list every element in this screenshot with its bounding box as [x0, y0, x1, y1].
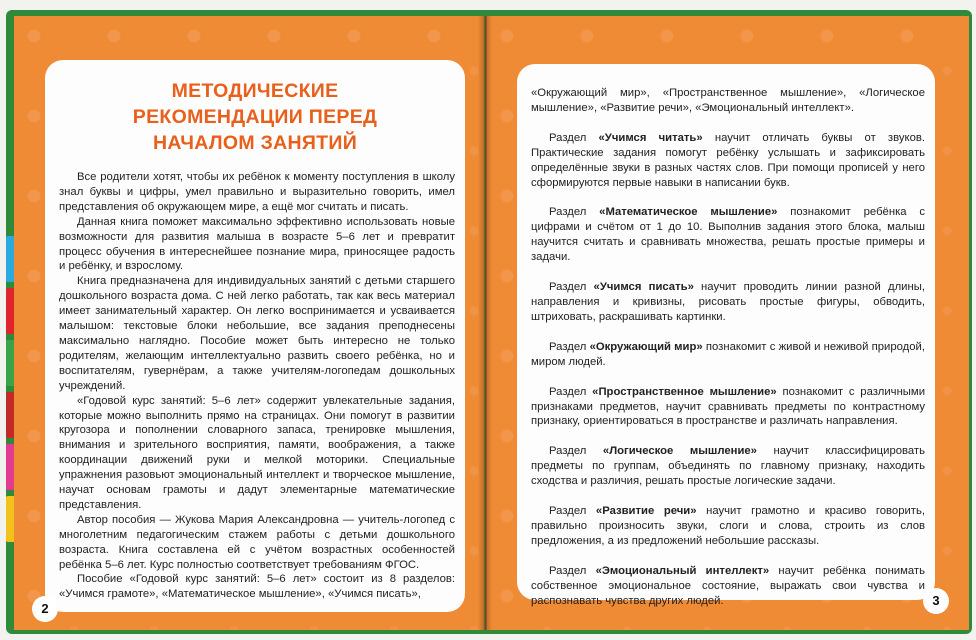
section-description: познакомит с живой и неживой природой, миром людей.: [531, 340, 925, 368]
section-name: «Пространственное мышление»: [592, 385, 777, 398]
page-number-left: 2: [32, 596, 58, 622]
paragraph: Все родители хотят, чтобы их ребёнок к моменту поступления в школу знал буквы и цифры, умел правильно и выразительно говорить, имел представления об окружающем мире, а ещё мог считать и писать.: [59, 171, 455, 213]
section-paragraph: [531, 444, 925, 489]
section-prefix: Раздел: [549, 340, 590, 353]
section-name: «Учимся читать»: [598, 131, 703, 144]
paragraph: Данная книга поможет максимально эффективно использовать новые возможности для развития малыша в возрасте 5–6 лет и превратит процесс обучения в интереснейшее познание мира, приносящее радость и ребёнку, и взрослому.: [59, 215, 455, 273]
section-paragraph: [531, 504, 925, 549]
paragraph: Пособие «Годовой курс занятий: 5–6 лет» состоит из 8 разделов: «Учимся грамоте», «Математическое мышление», «Учимся писать»,: [59, 573, 455, 601]
right-text-card: [517, 64, 935, 607]
section-description: научит ребёнка понимать собственное эмоциональное состояние, выражать свои чувства и распознавать чувства других людей.: [531, 564, 925, 607]
section-description: познакомит ребёнка с цифрами и счётом от 1 до 10. Выполнив задания этого блока, малыш научится считать и сравнивать множества, решать простые примеры и задачи.: [531, 206, 926, 264]
page-number-right: 3: [923, 588, 949, 614]
section-prefix: Раздел: [549, 385, 593, 398]
title-line: МЕТОДИЧЕСКИЕ: [171, 80, 339, 102]
section-name: «Окружающий мир»: [589, 340, 703, 353]
section-description: научит проводить линии разной длины, направления и кривизны, рисовать простые фигуры, обводить, штриховать, раскрашивать картинки.: [531, 281, 925, 323]
page-title: [45, 78, 465, 156]
section-description: научит классифицировать предметы по группам, объединять по главному признаку, находить сходства и различия, решать простые логические задачи.: [531, 445, 925, 488]
section-paragraph: [531, 131, 925, 191]
section-paragraph: [531, 564, 925, 609]
left-body-text: [59, 170, 455, 602]
section-description: научит грамотно и красиво говорить, правильно произносить звуки, слоги и слова, строить из слов предложения, а из предложений небольшие рассказы.: [531, 505, 926, 547]
right-page: [486, 16, 969, 630]
section-prefix: Раздел: [549, 131, 599, 144]
book-spine: [478, 16, 492, 630]
section-name: «Учимся писать»: [593, 281, 694, 294]
section-prefix: Раздел: [549, 564, 596, 577]
section-paragraph: [531, 205, 925, 265]
right-body-text: [531, 86, 925, 623]
section-name: «Развитие речи»: [595, 505, 697, 518]
section-description: научит отличать буквы от звуков. Практические задания помогут ребёнку услышать и зафиксировать определённые звуки в разных частях слов. При помощи прописей у него сформируются первые навыки в написании букв.: [531, 131, 925, 189]
title-line: РЕКОМЕНДАЦИИ ПЕРЕД: [132, 106, 378, 128]
section-description: познакомит с различными признаками предметов, научит сравнивать предметы по контрастному признаку, ориентироваться в пространстве и различать направления.: [531, 385, 926, 428]
paragraph: Книга предназначена для индивидуальных занятий с детьми старшего дошкольного возраста дома. С ней легко работать, так как весь материал имеет занимательный характер. Он легко воспринимается и усваивается малышом: текстовые блоки небольшие, все задания преподнесены максимально наглядно. Пособие может быть интересно не только родителям, желающим интеллектуально развить своего ребёнка, но и воспитателям, гувернёрам, а также учителям-логопедам дошкольных учреждений.: [59, 275, 455, 392]
section-paragraph: [531, 280, 925, 325]
section-prefix: Раздел: [549, 505, 596, 518]
left-page: [14, 16, 485, 630]
section-prefix: Раздел: [549, 206, 600, 219]
left-text-card: [45, 60, 465, 612]
paragraph: Автор пособия — Жукова Мария Александровна — учитель-логопед с многолетним педагогическим стажем работы с детьми дошкольного возраста. Книга составлена ей с учётом возрастных особенностей ребёнка 5–6 лет. Курс полностью соответствует требованиям ФГОС.: [59, 513, 455, 571]
section-prefix: Раздел: [549, 445, 603, 458]
section-paragraph: [531, 385, 925, 430]
section-name: «Логическое мышление»: [602, 445, 757, 458]
paragraph: «Годовой курс занятий: 5–6 лет» содержит увлекательные задания, которые можно выполнить прямо на страницах. Они помогут в развитии кругозора и пополнении словарного запаса, тренировке мышления, внимания и зрительного восприятия, памяти, воображения, а также координации движений руки и мелкой моторики. Специальные упражнения разовьют эмоциональный интеллект и творческое мышление, научат основам грамоты и дадут элементарные математические представления.: [59, 394, 455, 511]
section-name: «Математическое мышление»: [599, 206, 778, 219]
section-name: «Эмоциональный интеллект»: [595, 564, 770, 577]
title-line: НАЧАЛОМ ЗАНЯТИЙ: [152, 132, 358, 154]
section-prefix: Раздел: [549, 281, 594, 294]
intro-paragraph: «Окружающий мир», «Пространственное мышление», «Логическое мышление», «Развитие речи», «Эмоциональный интеллект».: [531, 87, 925, 114]
section-paragraph: [531, 340, 925, 370]
